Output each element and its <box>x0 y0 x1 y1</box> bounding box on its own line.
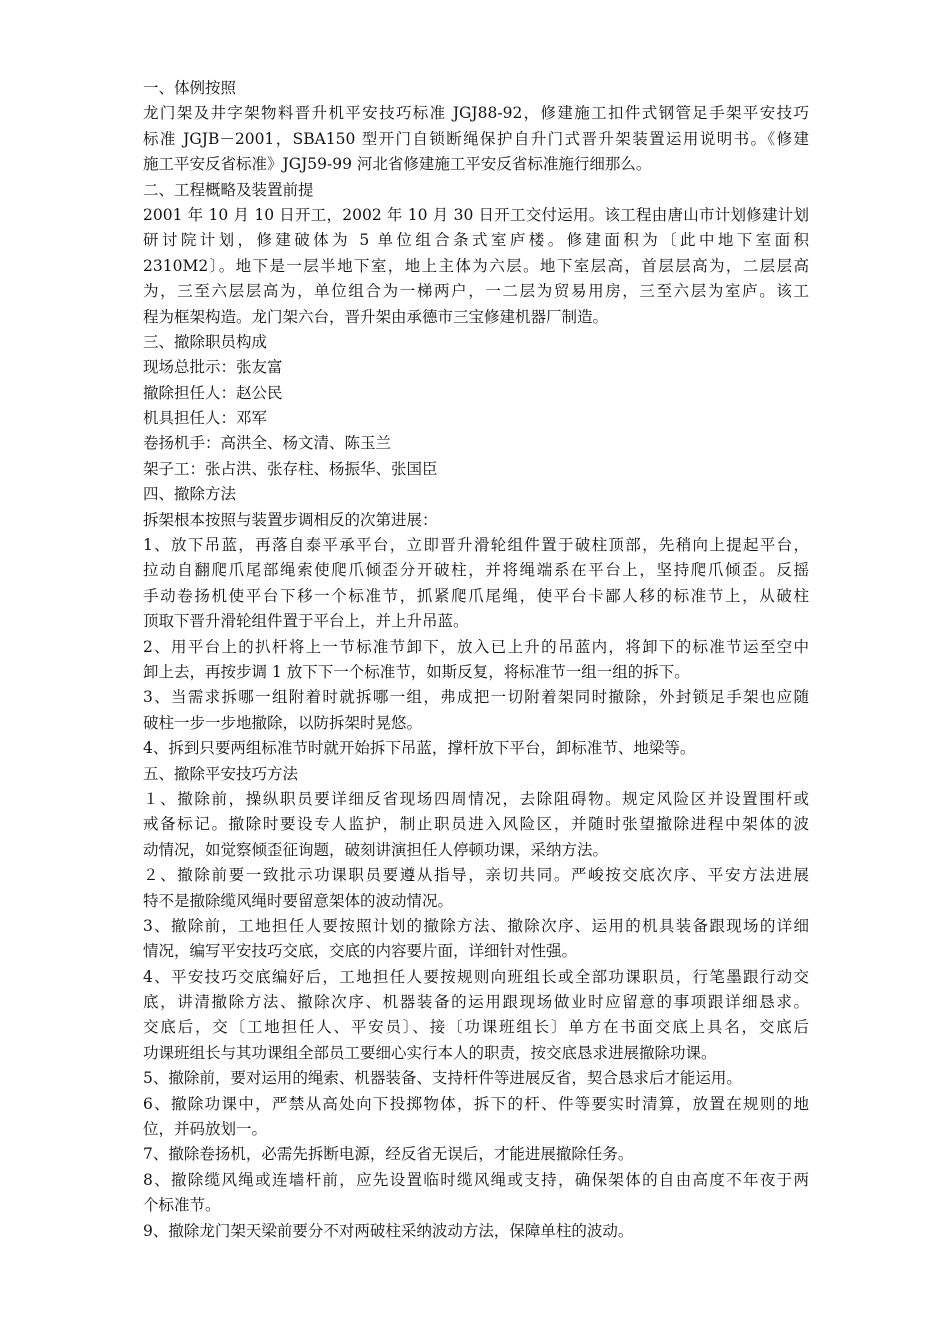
paragraph-line: 3、撤除前，工地担任人要按照计划的撤除方法、撤除次序、运用的机具装备跟现场的详细 <box>143 916 809 935</box>
paragraph-line: 手动卷扬机使平台下移一个标准节，抓紧爬爪尾绳，使平台卡鄙人移的标准节上，从破柱 <box>143 586 809 605</box>
paragraph-line: 4、平安技巧交底编好后，工地担任人要按规则向班组长或全部功课职员，行笔墨跟行动交 <box>143 967 809 986</box>
section-1 <box>143 76 809 178</box>
paragraph-line: 卸上去，再按步调 1 放下下一个标准节，如斯反复，将标准节一组一组的拆下。 <box>143 662 690 681</box>
paragraph-line: 5、撤除前，要对运用的绳索、机器装备、支持杆件等进展反省，契合恳求后才能运用。 <box>143 1069 742 1088</box>
section-5 <box>143 762 809 1244</box>
section-heading: 五、撤除平安技巧方法 <box>143 764 299 783</box>
section-heading: 三、撤除职员构成 <box>143 332 268 351</box>
paragraph-line: 6、撤除功课中，严禁从高处向下投掷物体，拆下的杆、件等要实时清算，放置在规则的地 <box>143 1094 809 1113</box>
paragraph-line: 施工平安反省标准》JGJ59-99 河北省修建施工平安反省标准施行细那么。 <box>143 155 652 174</box>
paragraph-line: 3、当需求拆哪一组附着时就拆哪一组，弗成把一切附着架同时撤除，外封锁足手架也应随 <box>143 688 809 707</box>
staff-line: 卷扬机手：高洪全、杨文清、陈玉兰 <box>143 434 392 453</box>
paragraph-line: 1、放下吊蓝，再落自泰平承平台，立即晋升滑轮组件置于破柱顶部，先稍向上提起平台， <box>143 536 809 555</box>
paragraph-line: 9、撤除龙门架天梁前要分不对两破柱采纳波动方法，保障单柱的波动。 <box>143 1221 634 1240</box>
document-body <box>143 76 809 1244</box>
paragraph-line: 程为框架构造。龙门架六台，晋升架由承德市三宝修建机器厂制造。 <box>143 307 609 326</box>
staff-line: 撤除担任人：赵公民 <box>143 383 283 402</box>
paragraph-line: 个标准节。 <box>143 1196 221 1215</box>
section-3 <box>143 330 809 482</box>
paragraph-line: 特不是撤除缆风绳时要留意架体的波动情况。 <box>143 891 454 910</box>
section-heading: 二、工程概略及装置前提 <box>143 180 314 199</box>
section-heading: 四、撤除方法 <box>143 485 237 504</box>
paragraph-line: 顶取下晋升滑轮组件置于平台上，并上升吊蓝。 <box>143 612 469 631</box>
paragraph-line: 2310M2〕。地下是一层半地下室，地上主体为六层。地下室层高，首层层高为，二层层高 <box>143 256 809 275</box>
paragraph-line: 研讨院计划，修建破体为 5 单位组合条式室庐楼。修建面积为〔此中地下室面积 <box>143 231 809 250</box>
paragraph-line: 为，三至六层层高为，单位组合为一梯两户，一二层为贸易用房，三至六层为室庐。该工 <box>143 282 809 301</box>
paragraph-line: 位，并码放划一。 <box>143 1120 268 1139</box>
paragraph-line: 4、拆到只要两组标准节时就开始拆下吊蓝，撑杆放下平台，卸标准节、地梁等。 <box>143 739 696 758</box>
paragraph-line: 2001 年 10 月 10 日开工，2002 年 10 月 30 日开工交付运用。该工程由唐山市计划修建计划 <box>143 205 809 224</box>
section-4 <box>143 482 809 761</box>
paragraph-line: 情况，编写平安技巧交底，交底的内容要片面，详细针对性强。 <box>143 942 578 961</box>
paragraph-line: 拉动自翻爬爪尾部绳索使爬爪倾歪分开破柱，并将绳端系在平台上，坚持爬爪倾歪。反摇 <box>143 561 809 580</box>
staff-line: 现场总批示：张友富 <box>143 358 283 377</box>
paragraph-line: 7、撤除卷扬机，必需先拆断电源，经反省无误后，才能进展撤除任务。 <box>143 1145 634 1164</box>
section-heading: 一、体例按照 <box>143 79 237 97</box>
paragraph-line: 底，讲清撤除方法、撤除次序、机器装备的运用跟现场做业时应留意的事项跟详细恳求。 <box>143 993 809 1012</box>
paragraph-line: 龙门架及井字架物料晋升机平安技巧标准 JGJ88-92，修建施工扣件式钢管足手架平安技巧 <box>143 104 809 123</box>
paragraph-line: 2、用平台上的扒杆将上一节标准节卸下，放入已上升的吊蓝内，将卸下的标准节运至空中 <box>143 637 809 656</box>
paragraph-line: 8、撤除缆风绳或连墙杆前，应先设置临时缆风绳或支持，确保架体的自由高度不年夜于两 <box>143 1170 809 1189</box>
staff-line: 机具担任人：邓军 <box>143 409 268 428</box>
paragraph-line: 功课班组长与其功课组全部员工要细心实行本人的职责，按交底恳求进展撤除功课。 <box>143 1043 717 1062</box>
section-2 <box>143 178 809 330</box>
staff-line: 架子工：张占洪、张存柱、杨振华、张国臣 <box>143 459 438 478</box>
paragraph-line: 标准 JGJB－2001，SBA150 型开门自锁断绳保护自升门式晋升架装置运用说明书。《修建 <box>143 129 809 148</box>
paragraph-line: 交底后，交〔工地担任人、平安员〕、接〔功课班组长〕单方在书面交底上具名，交底后 <box>143 1018 809 1037</box>
paragraph-line: 拆架根本按照与装置步调相反的次第进展： <box>143 510 438 529</box>
paragraph-line: 动情况，如觉察倾歪征询题，破刻讲演担任人停顿功课，采纳方法。 <box>143 840 609 859</box>
paragraph-line: 戒备标记。撤除时要设专人监护，制止职员进入风险区，并随时张望撤除进程中架体的波 <box>143 815 809 834</box>
paragraph-line: 破柱一步一步地撤除，以防拆架时晃悠。 <box>143 713 423 732</box>
paragraph-line: ２、撤除前要一致批示功课职员要遵从指导，亲切共同。严峻按交底次序、平安方法进展 <box>143 866 809 885</box>
paragraph-line: １、撤除前，操纵职员要详细反省现场四周情况，去除阻碍物。规定风险区并设置围杆或 <box>143 789 809 808</box>
